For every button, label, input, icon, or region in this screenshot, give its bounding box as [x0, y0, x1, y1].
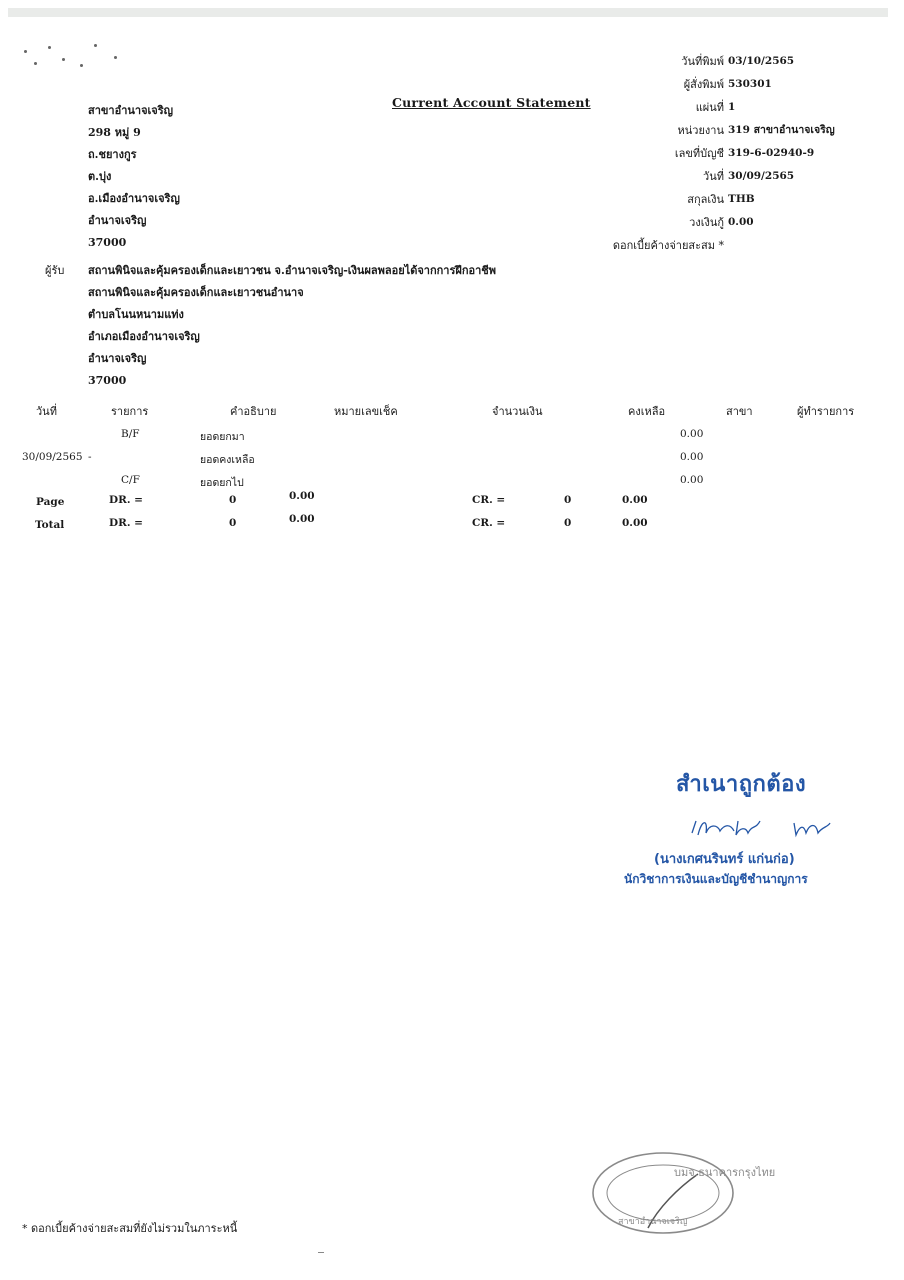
- summary-page-dr-count: 0: [229, 494, 237, 506]
- seal-text-top: บมจ.ธนาคารกรุงไทย: [674, 1166, 776, 1179]
- recipient-line: 37000: [88, 374, 127, 387]
- recipient-line: สถานพินิจและคุ้มครองเด็กและเยาวชน จ.อำนาจเจริญ-เงินผลพลอยได้จากการฝึกอาชีพ: [88, 264, 496, 277]
- table-cell-balance: 0.00: [680, 428, 704, 440]
- meta-value-print-date: 03/10/2565: [728, 55, 795, 67]
- summary-total-cr-count: 0: [564, 517, 572, 529]
- column-header-cheque: หมายเลขเช็ค: [334, 405, 398, 418]
- column-header-branch: สาขา: [726, 405, 753, 418]
- handwritten-signature: [690, 813, 860, 843]
- summary-total-label: Total: [35, 519, 65, 531]
- table-cell-balance: 0.00: [680, 451, 704, 463]
- column-header-date: วันที่: [36, 405, 57, 418]
- scan-top-edge: [8, 8, 888, 17]
- bank-seal-icon: [588, 1148, 776, 1238]
- statement-meta-values: [728, 50, 835, 257]
- meta-label-accrued-interest: ดอกเบี้ยค้างจ่ายสะสม *: [612, 239, 724, 252]
- address-line: อ.เมืองอำนาจเจริญ: [88, 192, 180, 205]
- summary-total-cr-label: CR. =: [472, 517, 506, 529]
- address-line: ถ.ชยางกูร: [88, 148, 137, 161]
- certified-copy-stamp: สำเนาถูกต้อง: [676, 772, 807, 797]
- meta-label-account-number: เลขที่บัญชี: [674, 147, 724, 160]
- summary-total-dr-label: DR. =: [109, 517, 143, 529]
- meta-label-printed-by: ผู้สั่งพิมพ์: [683, 78, 724, 91]
- recipient-line: อำนาจเจริญ: [88, 352, 147, 365]
- address-line: สาขาอำนาจเจริญ: [88, 104, 173, 117]
- column-header-item: รายการ: [111, 405, 149, 418]
- column-header-description: คำอธิบาย: [230, 405, 277, 418]
- table-cell-item: B/F: [121, 428, 140, 440]
- summary-page-cr-amount: 0.00: [622, 494, 648, 506]
- meta-value-account-number: 319-6-02940-9: [728, 147, 815, 159]
- meta-value-date: 30/09/2565: [728, 170, 795, 182]
- summary-total-dr-count: 0: [229, 517, 237, 529]
- summary-page-cr-label: CR. =: [472, 494, 506, 506]
- meta-value-unit: 319 สาขาอำนาจเจริญ: [728, 124, 835, 136]
- summary-page-dr-amount: 0.00: [289, 490, 315, 502]
- address-line: 37000: [88, 236, 127, 249]
- recipient-label: ผู้รับ: [45, 264, 65, 277]
- summary-page-dr-label: DR. =: [109, 494, 143, 506]
- table-cell-description: ยอดยกมา: [200, 431, 245, 443]
- address-line: อำนาจเจริญ: [88, 214, 147, 227]
- column-header-amount: จำนวนเงิน: [492, 405, 543, 418]
- summary-page-cr-count: 0: [564, 494, 572, 506]
- meta-value-credit-limit: 0.00: [728, 216, 754, 228]
- scan-mark: [318, 1252, 324, 1253]
- meta-label-credit-limit: วงเงินกู้: [689, 216, 724, 229]
- meta-label-sheet: แผ่นที่: [695, 101, 724, 114]
- meta-value-printed-by: 530301: [728, 78, 772, 90]
- statement-title: Current Account Statement: [392, 95, 591, 110]
- meta-value-currency: THB: [728, 193, 755, 205]
- branch-address: [88, 100, 180, 254]
- column-header-operator: ผู้ทำรายการ: [797, 405, 855, 418]
- table-cell-date: 30/09/2565: [22, 451, 83, 463]
- meta-value-accrued-interest: [728, 234, 835, 257]
- table-cell-description: ยอดคงเหลือ: [200, 454, 255, 466]
- seal-text-bottom: สาขาอำนาจเจริญ: [618, 1217, 688, 1227]
- table-cell-item: C/F: [121, 474, 140, 486]
- meta-label-unit: หน่วยงาน: [677, 124, 724, 137]
- recipient-address: [88, 260, 496, 392]
- meta-value-sheet: 1: [728, 101, 736, 113]
- meta-label-print-date: วันที่พิมพ์: [681, 55, 724, 68]
- meta-label-currency: สกุลเงิน: [687, 193, 724, 206]
- recipient-line: สถานพินิจและคุ้มครองเด็กและเยาวชนอำนาจ: [88, 286, 304, 299]
- table-cell-description: ยอดยกไป: [200, 477, 244, 489]
- summary-page-label: Page: [36, 496, 65, 508]
- scan-speckles: [22, 40, 132, 80]
- table-cell-balance: 0.00: [680, 474, 704, 486]
- column-header-balance: คงเหลือ: [628, 405, 666, 418]
- signer-title: นักวิชาการเงินและบัญชีชำนาญการ: [624, 872, 808, 886]
- address-line: ต.บุ่ง: [88, 170, 112, 183]
- summary-total-dr-amount: 0.00: [289, 513, 315, 525]
- statement-meta-labels: [613, 50, 724, 257]
- meta-label-date: วันที่: [703, 170, 724, 183]
- signer-name: (นางเกศนรินทร์ แก่นก่อ): [654, 852, 795, 867]
- recipient-line: ตำบลโนนหนามแท่ง: [88, 308, 184, 321]
- summary-total-cr-amount: 0.00: [622, 517, 648, 529]
- footnote: * ดอกเบี้ยค้างจ่ายสะสมที่ยังไม่รวมในภาระหนี้: [22, 1222, 238, 1235]
- table-cell-item: -: [88, 451, 92, 463]
- address-line: 298 หมู่ 9: [88, 126, 141, 139]
- recipient-line: อำเภอเมืองอำนาจเจริญ: [88, 330, 200, 343]
